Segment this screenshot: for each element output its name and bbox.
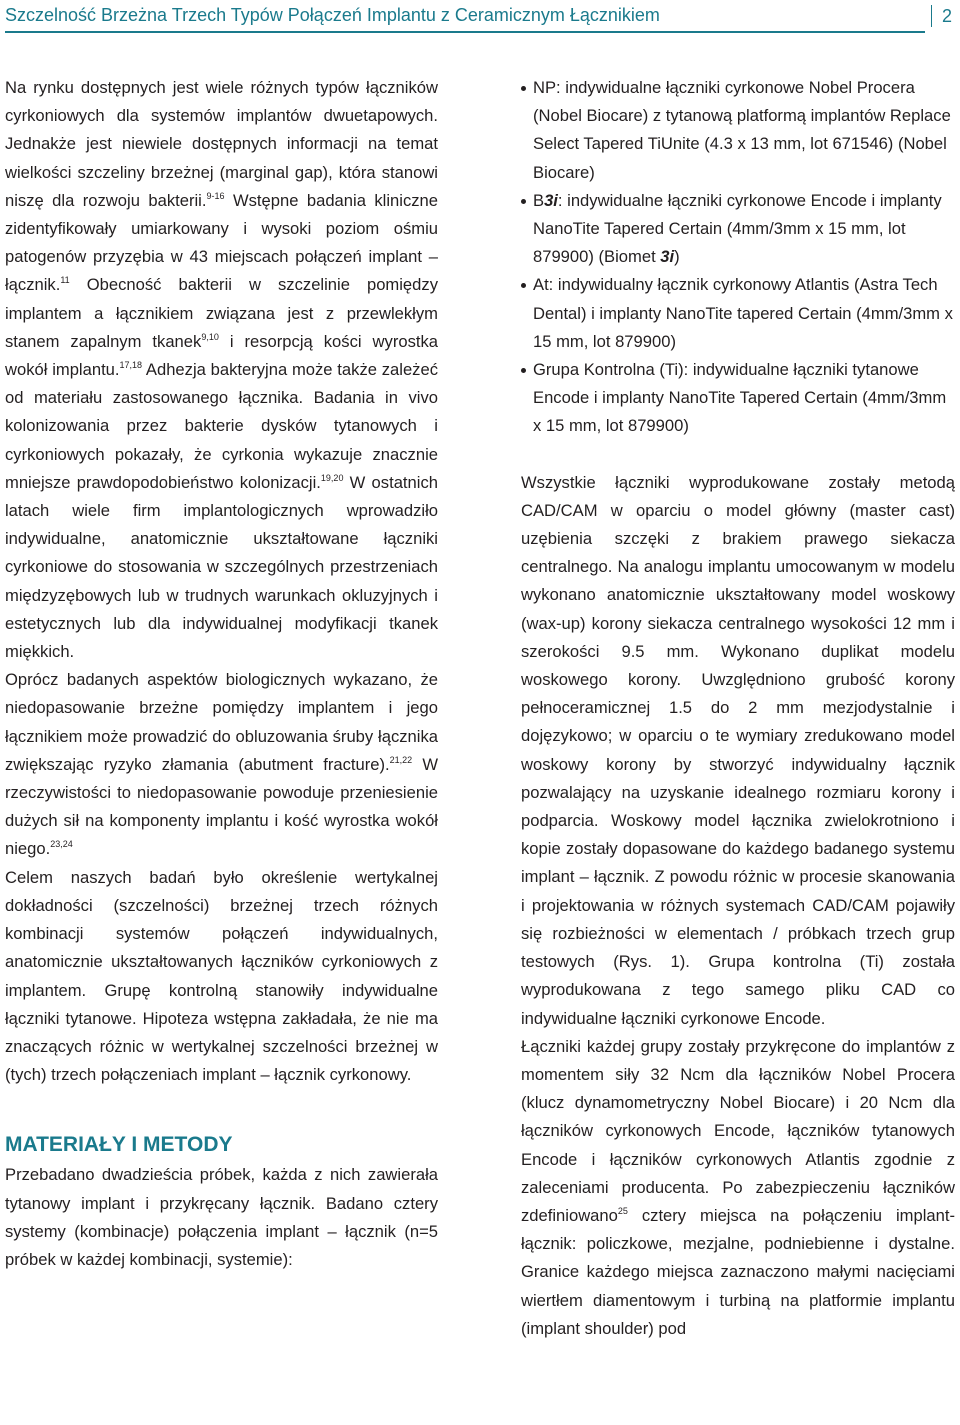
mismatch-paragraph: Oprócz badanych aspektów biologicznych wykazano, że niedopasowanie brzeżne pomiędzy implantem i jego łącznikiem może prowadzić do obluzowania śruby łącznika zwiększając ryzyko złamania (abutment fracture).$^{21,22}$ W rzeczywistości to niedopasowanie powoduje przeniesienie dużych sił na komponenty implantu i kość wyrostka wokół niego.$^{23,24}$	[5, 670, 438, 859]
page-header	[0, 0, 960, 36]
header-rule	[5, 31, 925, 33]
citation: 11	[60, 275, 70, 286]
list-item: At: indywidualny łącznik cyrkonowy Atlantis (Astra Tech Dental) i implanty NanoTite tapered Certain (4mm/3mm x 15 mm, lot 879900)	[521, 271, 955, 356]
fabrication-paragraph: Wszystkie łączniki wyprodukowane zostały metodą CAD/CAM w oparciu o model główny (master cast) uzębienia szczęki z brakiem prawego siekacza centralnego. Na analogu implantu umocowanym w modelu wykonano anatomicznie ukształtowany model woskowy (wax-up) korony siekacza centralnego wysokości 12 mm i szerokości 9.5 mm. Wykonano duplikat modelu woskowego korony. Uwzględniono grubość korony pełnoceramicznej 1.5 do 2 mm mezjodystalnie i dojęzykowo; w oparciu o te wymiary zredukowano model woskowy korony by stworzyć indywidualny łącznik pozwalający na uzyskanie idealnego rozmiaru korony i podparcia. Woskowy model łącznika zwielokrotniono i kopie zostały dopasowane do każdego badanego systemu implant – łącznik. Z powodu różnic w procesie skanowania i projektowania w różnych systemach CAD/CAM pojawiły się rozbieżności w elementach / próbkach trzech grup testowych (Rys. 1). Grupa kontrolna (Ti) została wyprodukowana z tego samego pliku CAD co indywidualne łączniki cyrkonowe Encode.	[521, 472, 955, 1028]
list-item: NP: indywidualne łączniki cyrkonowe Nobel Procera (Nobel Biocare) z tytanową platformą implantów Replace Select Tapered TiUnite (4.3 x 13 mm, lot 671546) (Nobel Biocare)	[521, 74, 955, 187]
citation: 9,10	[201, 331, 219, 342]
page-number: 2	[931, 5, 952, 27]
citation: 25	[617, 1205, 628, 1216]
citation: 21,22	[389, 754, 413, 765]
spacer	[521, 441, 955, 469]
citation: 17,18	[119, 360, 143, 371]
section-heading-methods: MATERIAŁY I METODY	[5, 1133, 233, 1157]
aim-paragraph: Celem naszych badań było określenie wertykalnej dokładności (szczelności) brzeżnej trzech różnych kombinacji systemów połączeń indywidualnych, anatomicznie ukształtowanych łączników cyrkoniowych z implantem. Grupę kontrolną stanowiły indywidualne łączniki tytanowe. Hipoteza wstępna zakładała, że nie ma znaczących różnic w wertykalnej szczelności brzeżnej w (tych) trzech połączeniach implant – łącznik cyrkonowy.	[5, 867, 438, 1085]
torque-paragraph: Łączniki każdej grupy zostały przykręcone do implantów z momentem siły 32 Ncm dla łączników Nobel Procera (klucz dynamometryczny Nobel Biocare) i 20 Ncm dla łączników cyrkonowych Encode, łączników tytanowych Encode i łączników cyrkonowych Atlantis zgodnie z zaleceniami producenta. Po zabezpieczeniu łączników zdefiniowano$^{25}$ cztery miejsca na połączeniu implant-łącznik: policzkowe, mezjalne, podniebienne i dystalne. Granice każdego miejsca zaznaczono małymi nacięciami wiertłem diamentowym i turbiną na platformie implantu (implant shoulder) pod	[521, 1036, 955, 1338]
right-column	[521, 74, 955, 1343]
methods-paragraph: Przebadano dwadzieścia próbek, każda z nich zawierała tytanowy implant i przykręcany łącznik. Badano cztery systemy (kombinacje) połączenia implant – łącznik (n=5 próbek w każdej kombinacji, systemie):	[5, 1165, 438, 1269]
list-item: B3i: indywidualne łączniki cyrkonowe Encode i implanty NanoTite Tapered Certain (4mm/3mm x 15 mm, lot 879900) (Biomet 3i)	[521, 187, 955, 272]
list-item: Grupa Kontrolna (Ti): indywidualne łączniki tytanowe Encode i implanty NanoTite Tapered Certain (4mm/3mm x 15 mm, lot 879900)	[521, 356, 955, 441]
citation: 9-16	[206, 190, 225, 201]
intro-paragraph: Na rynku dostępnych jest wiele różnych typów łączników cyrkoniowych dla systemów implantów dwuetapowych. Jednakże jest niewiele dostępnych informacji na temat wielkości szczeliny brzeżnej (marginal gap), która stanowi niszę dla rozwoju bakterii.$^{9-16}$ Wstępne badania kliniczne zidentyfikowały umiarkowany i wysoki poziom ośmiu patogenów przyzębia w 43 miejscach połączeń implant – łącznik.$^{11}$ Obecność bakterii w szczelinie pomiędzy implantem a łącznikiem związana jest z przewlekłym stanem zapalnym tkanek$^{9,10}$ i resorpcją kości wyrostka wokół implantu.$^{17,18}$ Adhezja bakteryjna może także zależeć od materiału zastosowanego łącznika. Badania in vivo kolonizowania przez bakterie dysków tytanowych i cyrkoniowych pokazały, że cyrkonia wykazuje znacznie mniejsze prawdopodobieństwo kolonizacji.$^{19,20}$ W ostatnich latach wiele firm implantologicznych wprowadziło indywidualne, anatomicznie ukształtowane łączniki cyrkoniowe do stosowania w szczególnych przestrzeniach międzyzębowych lub w trudnych warunkach okluzyjnych i estetycznych lub dla indywidualnej modyfikacji tkanek miękkich.	[5, 78, 439, 662]
systems-list	[521, 74, 955, 441]
left-column	[5, 74, 438, 1274]
citation: 19,20	[320, 472, 344, 483]
running-title: Szczelność Brzeżna Trzech Typów Połączeń Implantu z Ceramicznym Łącznikiem	[5, 5, 660, 25]
citation: 23,24	[50, 839, 73, 850]
